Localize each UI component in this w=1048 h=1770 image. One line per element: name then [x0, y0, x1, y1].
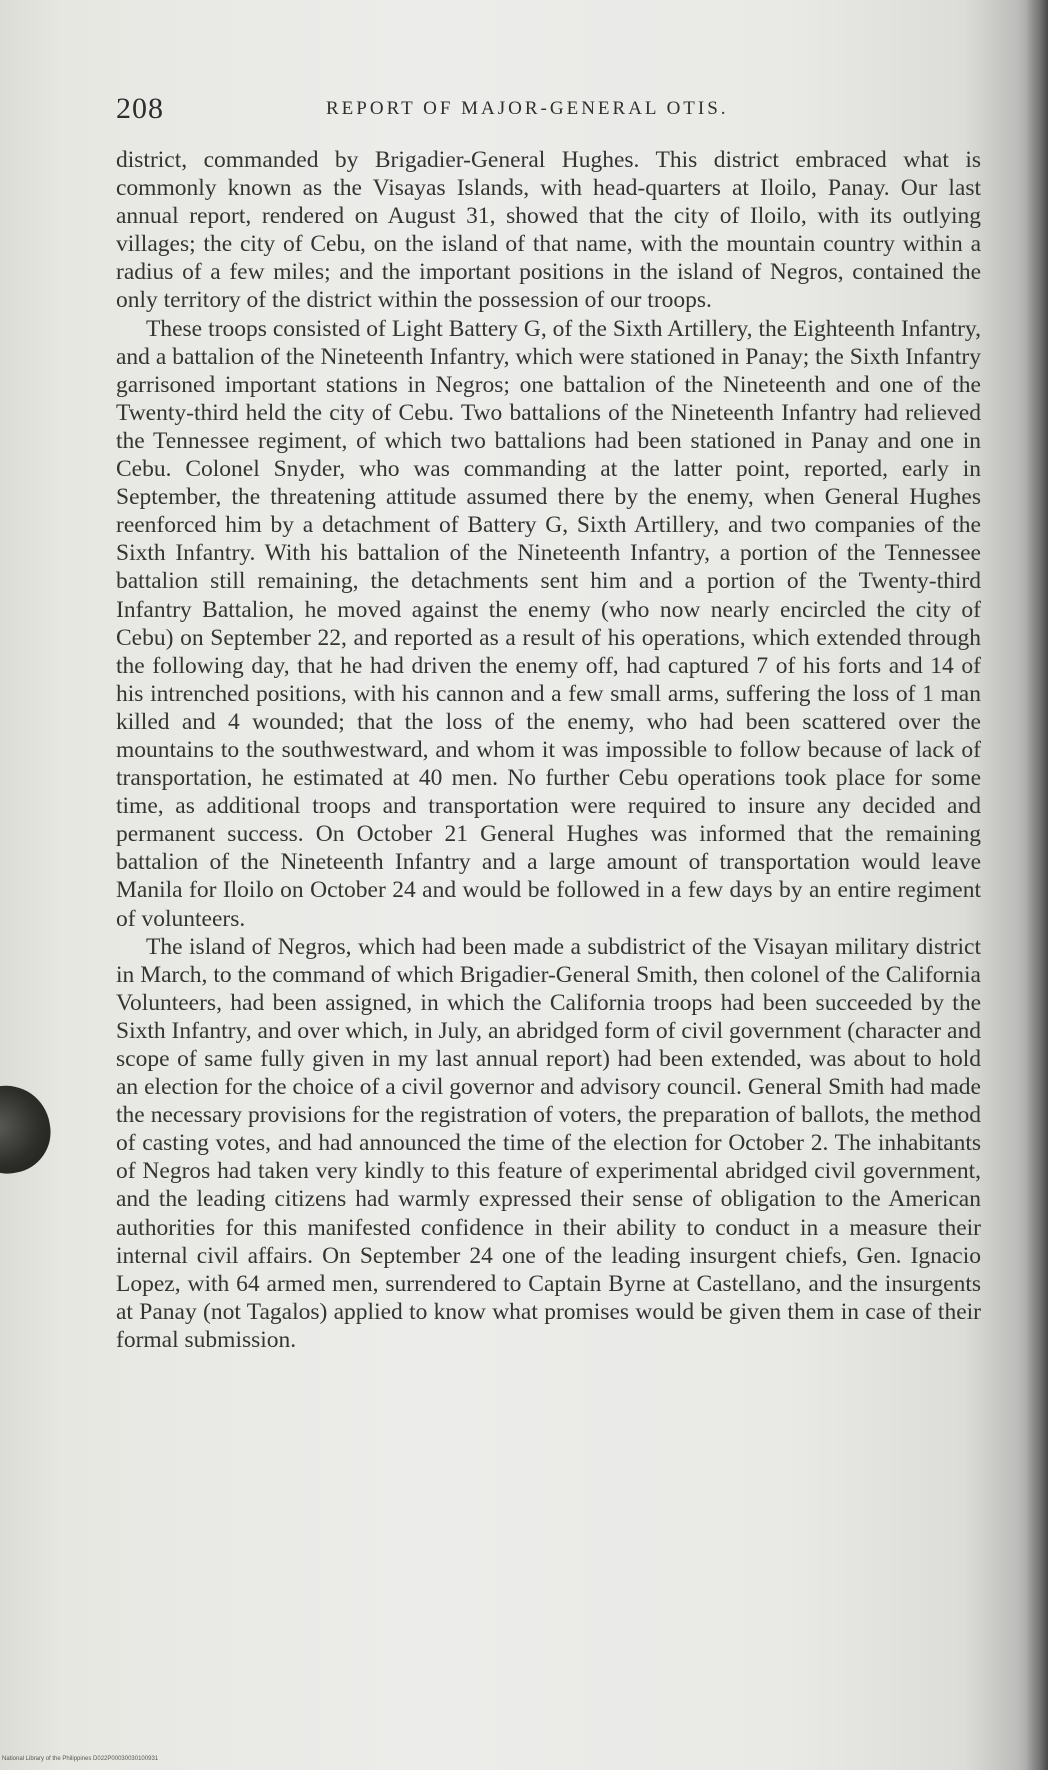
scan-credit: National Library of the Philippines D022P00030030100931	[2, 1756, 159, 1762]
body-text	[116, 146, 981, 1354]
page-binding-shadow	[1026, 0, 1048, 1770]
paragraph-negros: The island of Negros, which had been made a subdistrict of the Visayan military district in March, to the command of which Brigadier-General Smith, then colonel of the California Volunteers, had been assigned, in which the California troops had been succeeded by the Sixth Infantry, and over which, in July, an abridged form of civil government (character and scope of same fully given in my last annual report) had been extended, was about to hold an election for the choice of a civil governor and advisory council. General Smith had made the necessary provisions for the registration of voters, the preparation of ballots, the method of casting votes, and had announced the time of the election for October 2. The inhabitants of Negros had taken very kindly to this feature of experimental abridged civil government, and the leading citizens had warmly expressed their sense of obligation to the American authorities for this manifested confidence in their ability to conduct in a measure their internal civil affairs. On September 24 one of the leading insurgent chiefs, Gen. Ignacio Lopez, with 64 armed men, surrendered to Captain Byrne at Castellano, and the insurgents at Panay (not Tagalos) applied to know what promises would be given them in case of their formal submission.	[116, 933, 981, 1353]
page-header	[116, 92, 986, 128]
running-head: REPORT OF MAJOR-GENERAL OTIS.	[326, 98, 729, 119]
paragraph-continued: district, commanded by Brigadier-General Hughes. This district embraced what is commonly known as the Visayas Islands, with head-quarters at Iloilo, Panay. Our last annual report, rendered on August 31, showed that the city of Iloilo, with its outlying villages; the city of Cebu, on the island of that name, with the mountain country within a radius of a few miles; and the important positions in the island of Negros, contained the only territory of the district within the possession of our troops.	[116, 147, 981, 314]
page-number: 208	[116, 92, 164, 125]
paragraph-troops: These troops consisted of Light Battery G, of the Sixth Artillery, the Eighteenth Infantry, and a battalion of the Nineteenth Infantry, which were stationed in Panay; the Sixth Infantry garrisoned important stations in Negros; one battalion of the Nineteenth and one of the Twenty-third held the city of Cebu. Two battalions of the Nineteenth Infantry had relieved the Tennessee regiment, of which two battalions had been stationed in Panay and one in Cebu. Colonel Snyder, who was commanding at the latter point, reported, early in September, the threatening attitude assumed there by the enemy, when General Hughes reenforced him by a detachment of Battery G, Sixth Artillery, and two companies of the Sixth Infantry. With his battalion of the Nineteenth Infantry, a portion of the Tennessee battalion still remaining, the detachments sent him and a portion of the Twenty-third Infantry Battalion, he moved against the enemy (who now nearly encircled the city of Cebu) on September 22, and reported as a result of his operations, which extended through the following day, that he had driven the enemy off, had captured 7 of his forts and 14 of his intrenched positions, with his cannon and a few small arms, suffering the loss of 1 man killed and 4 wounded; that the loss of the enemy, who had been scattered over the mountains to the southwestward, and whom it was impossible to follow because of lack of transportation, he estimated at 40 men. No further Cebu operations took place for some time, as additional troops and transportation were required to insure any decided and permanent success. On October 21 General Hughes was informed that the remaining battalion of the Nineteenth Infantry and a large amount of transportation would leave Manila for Iloilo on October 24 and would be followed in a few days by an entire regiment of volunteers.	[116, 315, 981, 932]
